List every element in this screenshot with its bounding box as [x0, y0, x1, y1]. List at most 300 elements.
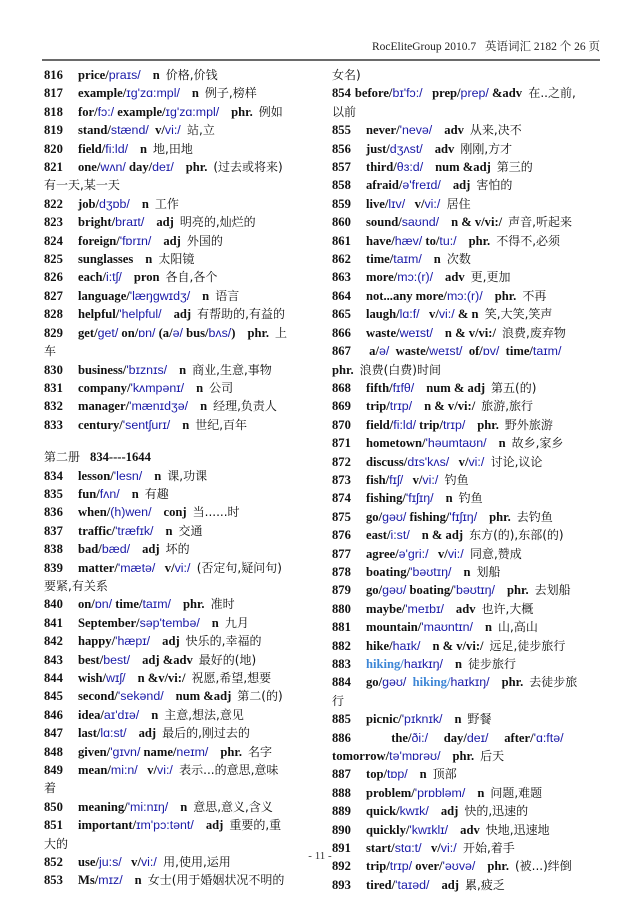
meaning: 重要的,重: [229, 818, 282, 833]
entry-continuation: 女名): [332, 68, 361, 82]
part-of-speech: phr.: [494, 288, 517, 303]
meaning: 从来,决不: [469, 123, 522, 138]
part-of-speech: n: [454, 657, 462, 671]
headword: example/: [78, 86, 127, 101]
entry-continuation: 要紧,有关系: [44, 578, 108, 593]
vocab-entry: [44, 121, 306, 139]
headword: v/: [121, 855, 141, 870]
part-of-speech: n: [154, 468, 162, 483]
part-of-speech: n: [445, 491, 453, 506]
meaning: 商业,生意,事物: [192, 362, 272, 377]
entry-number: 823: [44, 215, 63, 230]
phonetic: vi:/: [468, 454, 485, 469]
headword: more/: [366, 270, 398, 285]
part-of-speech: n: [165, 523, 173, 538]
headword: Ms/: [78, 873, 99, 888]
vocab-entry: [44, 467, 306, 485]
entry-number: 877: [332, 546, 351, 561]
phonetic: 'fɒrɪn/: [119, 233, 152, 248]
vocab-entry: [44, 287, 306, 305]
phonetic: 'kʌmpənɪ/: [130, 380, 185, 395]
vocab-entry: [332, 765, 594, 783]
headword: quickly/: [366, 822, 410, 837]
headword: v/: [421, 841, 441, 856]
phonetic: θɜ:d/: [396, 160, 424, 175]
header-publisher: RocEliteGroup 2010.7: [372, 41, 477, 53]
part-of-speech: phr.: [182, 597, 205, 612]
headword: third/: [366, 160, 397, 175]
phonetic: 'helpful/: [119, 307, 162, 322]
headword: business/: [78, 362, 127, 377]
entry-number: 888: [332, 785, 351, 800]
part-of-speech: conj: [163, 505, 187, 520]
phonetic: 'prɒbləm/: [414, 785, 466, 800]
phonetic: wʌn/: [100, 160, 126, 175]
meaning: 经理,负责人: [213, 399, 277, 414]
entry-number: 846: [44, 707, 63, 722]
part-of-speech: phr.: [220, 744, 242, 759]
part-of-speech: adj: [173, 307, 192, 322]
part-of-speech: adj: [163, 233, 181, 248]
part-of-speech: adv: [434, 141, 455, 156]
headword: hike/: [366, 638, 393, 653]
part-of-speech: phr.: [507, 583, 529, 598]
entry-continuation: [332, 361, 594, 379]
headword: quick/: [366, 804, 400, 819]
meaning: 快乐的,幸福的: [185, 634, 262, 649]
part-of-speech: n: [454, 712, 462, 727]
headword: job/: [78, 196, 99, 211]
phonetic: tɒp/: [387, 767, 408, 782]
headword: traffic/: [78, 523, 116, 538]
section-gap: [44, 434, 306, 448]
meaning: 去划船: [534, 583, 571, 598]
entry-number: 844: [44, 671, 63, 685]
phonetic: 'nevə/: [399, 123, 433, 138]
vocab-entry: [44, 195, 306, 213]
meaning: 在..之前,: [528, 86, 576, 101]
meaning: 徒步旅行: [467, 657, 516, 671]
headword: helpful/: [78, 307, 120, 322]
entry-number: 882: [332, 638, 351, 653]
entry-number: 829: [44, 325, 63, 340]
phonetic: aɪ'dɪə/: [103, 707, 140, 722]
phonetic: wɪʃ/: [106, 671, 126, 685]
headword: trip/: [366, 399, 390, 414]
headword: example/: [114, 104, 166, 119]
part-of-speech: num &adj: [175, 689, 232, 704]
phonetic: səp'tembə/: [139, 615, 200, 630]
meaning: 开始,着手: [462, 841, 515, 856]
headword: day/: [125, 160, 153, 175]
vocab-entry: [44, 503, 306, 521]
entry-number: 863: [332, 270, 351, 285]
entry-number: 826: [44, 270, 63, 285]
vocab-entry: [332, 471, 594, 489]
part-of-speech: n: [485, 620, 493, 635]
headword: bus/: [182, 325, 209, 340]
page-header: [42, 38, 600, 54]
phonetic: i:tʃ/: [105, 270, 122, 285]
phonetic: gəʊ/: [382, 583, 407, 598]
vocab-entry: [44, 250, 306, 268]
headword: just/: [366, 141, 390, 156]
phonetic: 'læŋgwɪdʒ/: [129, 288, 191, 303]
meaning: 课,功课: [167, 468, 208, 483]
entry-number: 884: [332, 675, 351, 690]
part-of-speech: n: [182, 417, 190, 432]
phonetic: mɔ:(r)/: [446, 288, 483, 303]
part-of-speech: phr.: [332, 362, 354, 377]
vocab-entry: [332, 802, 594, 820]
entry-number: 866: [332, 325, 351, 340]
phonetic: vi:/: [447, 546, 464, 561]
headword: v/: [137, 763, 157, 778]
headword: have/: [366, 233, 395, 248]
entry-number: 886: [332, 730, 351, 745]
vocab-entry: [44, 158, 306, 176]
headword: language/: [78, 288, 130, 303]
headword: boating/: [366, 564, 411, 579]
headword: stand/: [78, 123, 111, 138]
meaning: 东方(的),东部(的): [469, 528, 564, 543]
headword: use/: [78, 855, 99, 870]
entry-number: 854: [332, 86, 351, 101]
headword: tired/: [366, 877, 396, 892]
vocab-entry: [44, 632, 306, 650]
vocab-entry: [44, 268, 306, 286]
entry-number: 867: [332, 344, 351, 359]
vocab-entry: [44, 871, 306, 889]
phonetic: get/: [97, 325, 119, 340]
entry-number: 850: [44, 799, 63, 814]
entry-number: 870: [332, 417, 351, 432]
vocab-entry: [332, 213, 594, 231]
part-of-speech: phr.: [501, 675, 524, 690]
phonetic: gəʊ/: [382, 509, 407, 524]
meaning: 不再: [522, 288, 547, 303]
meaning: 也许,大概: [481, 601, 534, 616]
part-of-speech: n: [141, 196, 149, 211]
vocab-entry: [332, 655, 594, 673]
headword: mountain/: [366, 620, 422, 635]
meaning: 主意,想法,意见: [164, 707, 244, 722]
phonetic: ə'gri:/: [398, 546, 429, 561]
entry-number: 831: [44, 380, 63, 395]
phonetic: 'taɪəd/: [395, 877, 430, 892]
phonetic: vi:/: [164, 123, 181, 138]
vocab-entry: [44, 669, 306, 687]
part-of-speech: n & v/vi:/: [444, 325, 496, 340]
headword: start/: [366, 841, 395, 856]
entry-number: 885: [332, 712, 351, 727]
entry-number: 834: [44, 468, 63, 483]
entry-number: 880: [332, 601, 351, 616]
phonetic: ju:s/: [99, 855, 122, 870]
header-rule: [42, 59, 600, 61]
part-of-speech: n & adj: [421, 528, 464, 543]
part-of-speech: n: [211, 615, 219, 630]
headword: fishing/: [366, 491, 406, 506]
entry-number: 824: [44, 233, 63, 248]
vocab-entry: [332, 821, 594, 839]
vocab-entry: [332, 600, 594, 618]
meaning: 第三的: [496, 160, 533, 175]
meaning: 第二(的): [237, 689, 283, 704]
entry-continuation: 以前: [332, 104, 357, 119]
phonetic: fi:ld/: [105, 141, 129, 156]
meaning: 顶部: [432, 767, 457, 782]
part-of-speech: phr.: [477, 417, 499, 432]
vocab-entry: [44, 724, 306, 742]
entry-number: 855: [332, 123, 351, 138]
meaning: 故乡,家乡: [511, 436, 564, 451]
part-of-speech: n: [498, 436, 506, 451]
vocab-entry: [332, 84, 594, 102]
meaning: 旅游,旅行: [481, 399, 534, 414]
meaning: 野餐: [467, 712, 492, 727]
phonetic: fɪfθ/: [392, 380, 415, 395]
meaning: 上: [275, 325, 288, 340]
entry-number: 871: [332, 436, 351, 451]
headword: name/: [140, 744, 177, 759]
section-label: 第二册: [44, 450, 81, 465]
phonetic: vi:/: [440, 841, 457, 856]
vocab-entry: [44, 416, 306, 434]
headword: v/: [419, 307, 439, 322]
entry-number: 883: [332, 657, 351, 671]
entry-number: 879: [332, 583, 351, 598]
headword: day/: [428, 730, 467, 745]
meaning: 有趣: [144, 486, 169, 501]
vocab-entry: [44, 324, 306, 342]
header-title: 英语词汇 2182 个 26 页: [485, 41, 600, 53]
part-of-speech: n: [202, 288, 210, 303]
part-of-speech: n: [463, 564, 471, 579]
phonetic: ɪg'zɑ:mpl/: [126, 86, 180, 101]
entry-number: 835: [44, 486, 63, 501]
entry-number: 818: [44, 104, 63, 119]
meaning: 更,更加: [470, 270, 511, 285]
headword: lesson/: [78, 468, 114, 483]
phonetic: 'gɪvn/: [110, 744, 141, 759]
headword: before/: [354, 86, 393, 101]
vocab-entry: [332, 637, 594, 655]
meaning: 后天: [480, 749, 505, 764]
headword: matter/: [78, 560, 118, 575]
headword: picnic/: [366, 712, 402, 727]
phonetic: vi:/: [140, 855, 157, 870]
entry-number: 875: [332, 509, 351, 524]
meaning: 问题,难题: [490, 785, 543, 800]
vocab-entry: [332, 416, 594, 434]
vocab-entry: [332, 508, 594, 526]
phonetic: tu:/: [439, 233, 457, 248]
entry-continuation: 行: [332, 693, 345, 708]
phonetic: taɪm/: [532, 344, 562, 359]
meaning: 最后的,刚过去的: [162, 726, 250, 741]
part-of-speech: phr.: [185, 160, 208, 175]
meaning: 浪费(白费)时间: [359, 362, 441, 377]
vocab-entry: [44, 540, 306, 558]
headword: agree/: [366, 546, 399, 561]
part-of-speech: n & v/vi:/: [432, 638, 484, 653]
phonetic: 'həumtaʊn/: [425, 436, 487, 451]
meaning: 浪费,废弃物: [502, 325, 566, 340]
headword: discuss/: [366, 454, 408, 469]
vocab-entry: [332, 581, 594, 599]
meaning: 钓鱼: [444, 472, 469, 487]
vocab-entry: [44, 379, 306, 397]
phonetic: stɑ:t/: [394, 841, 422, 856]
part-of-speech: n: [151, 707, 159, 722]
entry-number: 841: [44, 615, 63, 630]
phonetic: neɪm/: [176, 744, 209, 759]
phonetic: 'sekənd/: [117, 689, 164, 704]
headword: go/: [366, 509, 383, 524]
part-of-speech: pron: [133, 270, 160, 285]
phonetic: 'pɪknɪk/: [401, 712, 443, 727]
meaning: 意思,意义,含义: [193, 799, 273, 814]
vocab-entry: [44, 213, 306, 231]
phonetic: haɪkɪŋ/: [403, 657, 443, 671]
entry-number: 858: [332, 178, 351, 193]
right-column: [332, 66, 594, 894]
phonetic: weɪst/: [399, 325, 433, 340]
phonetic: haɪk/: [392, 638, 421, 653]
meaning: 例如: [258, 104, 283, 119]
meaning: (否定句,疑问句): [196, 560, 282, 575]
phonetic: taɪm/: [393, 252, 422, 267]
meaning: 祝愿,希望,想要: [191, 671, 272, 685]
entry-number: 869: [332, 399, 351, 414]
meaning: (过去或将来): [213, 160, 283, 175]
part-of-speech: adj: [205, 818, 224, 833]
meaning: 准时: [210, 597, 235, 612]
headword: century/: [78, 417, 123, 432]
phonetic: bæd/: [101, 542, 131, 557]
entry-number: 827: [44, 288, 63, 303]
part-of-speech: adj: [441, 877, 459, 892]
entry-number: 847: [44, 726, 63, 741]
entry-number: 887: [332, 767, 351, 782]
phonetic: 'mætə/: [117, 560, 156, 575]
meaning: 居住: [446, 196, 471, 211]
entry-number: 878: [332, 564, 351, 579]
entry-number: 828: [44, 307, 63, 322]
headword: prep/: [422, 86, 461, 101]
entry-number: 851: [44, 818, 63, 833]
vocab-entry: [332, 453, 594, 471]
headword: trip/: [366, 859, 390, 874]
phonetic: ɒn/: [138, 325, 156, 340]
highlighted-word: hiking/: [366, 657, 404, 671]
part-of-speech: adj: [138, 726, 157, 741]
headword: of/: [462, 344, 483, 359]
vocab-entry: [332, 250, 594, 268]
headword: idea/: [78, 707, 104, 722]
phonetic: ɪg'zɑ:mpl/: [165, 104, 220, 119]
headword: never/: [366, 123, 400, 138]
phonetic: praɪs/: [108, 68, 141, 82]
vocab-entry: [332, 545, 594, 563]
vocab-entry: [44, 816, 306, 834]
phonetic: ə/: [378, 344, 390, 359]
vocab-entry: [332, 434, 594, 452]
phonetic: deɪ/: [152, 160, 174, 175]
meaning: 最好的(地): [198, 652, 257, 667]
meaning: 公司: [209, 380, 234, 395]
headword: company/: [78, 380, 131, 395]
part-of-speech: n: [131, 486, 139, 501]
headword: tomorrow/: [332, 749, 390, 764]
phonetic: vi:/: [424, 196, 441, 211]
phonetic: ði:/: [411, 730, 429, 745]
entry-continuation: [332, 747, 594, 765]
meaning: 地,田地: [153, 141, 193, 156]
vocab-entry: [332, 305, 594, 323]
meaning: 划船: [476, 564, 501, 579]
page-number: - 11 -: [308, 850, 332, 862]
entry-continuation: 着: [44, 781, 57, 796]
headword: after/: [488, 730, 534, 745]
phonetic: 'kwɪklɪ/: [409, 822, 449, 837]
headword: v/: [449, 454, 469, 469]
headword: bad/: [78, 542, 102, 557]
headword: fifth/: [366, 380, 393, 395]
entry-number: 838: [44, 542, 63, 557]
phonetic: ɒn/: [94, 597, 113, 612]
headword: v/: [428, 546, 448, 561]
entry-number: 839: [44, 560, 63, 575]
meaning: 野外旅游: [504, 417, 553, 432]
spacer: [561, 344, 567, 358]
entry-number: 890: [332, 822, 351, 837]
vocab-entry: [332, 140, 594, 158]
phonetic: 'lesn/: [113, 468, 143, 483]
headword: best/: [78, 652, 104, 667]
vocab-entry: [332, 324, 594, 342]
meaning: 例子,榜样: [204, 86, 257, 101]
headword: meaning/: [78, 799, 128, 814]
vocab-entry: [332, 158, 594, 176]
entry-number: 820: [44, 141, 63, 156]
headword: top/: [366, 767, 387, 782]
meaning: 各自,各个: [165, 270, 218, 285]
phonetic: ɪm'pɔ:tənt/: [136, 818, 194, 833]
headword: afraid/: [366, 178, 403, 193]
vocab-entry: [332, 729, 594, 747]
entry-number: 859: [332, 196, 351, 211]
entry-number: 865: [332, 307, 351, 322]
entry-number: 836: [44, 505, 63, 520]
vocab-entry: [44, 522, 306, 540]
phonetic: bɪ'fɔ:/: [392, 86, 423, 101]
headword: field/: [78, 141, 106, 156]
phonetic: ɒv/: [482, 344, 500, 359]
headword: over/: [412, 859, 443, 874]
vocab-entry: [44, 761, 306, 779]
entry-number: 891: [332, 841, 351, 856]
meaning: 害怕的: [476, 178, 513, 193]
entry-continuation: 有一天,某一天: [44, 178, 120, 193]
part-of-speech: adj: [162, 634, 180, 649]
entry-number: 837: [44, 523, 63, 538]
entry-number: 821: [44, 160, 63, 175]
entry-number: 881: [332, 620, 351, 635]
headword: a/: [366, 344, 379, 359]
phonetic: lɑ:st/: [100, 726, 127, 741]
